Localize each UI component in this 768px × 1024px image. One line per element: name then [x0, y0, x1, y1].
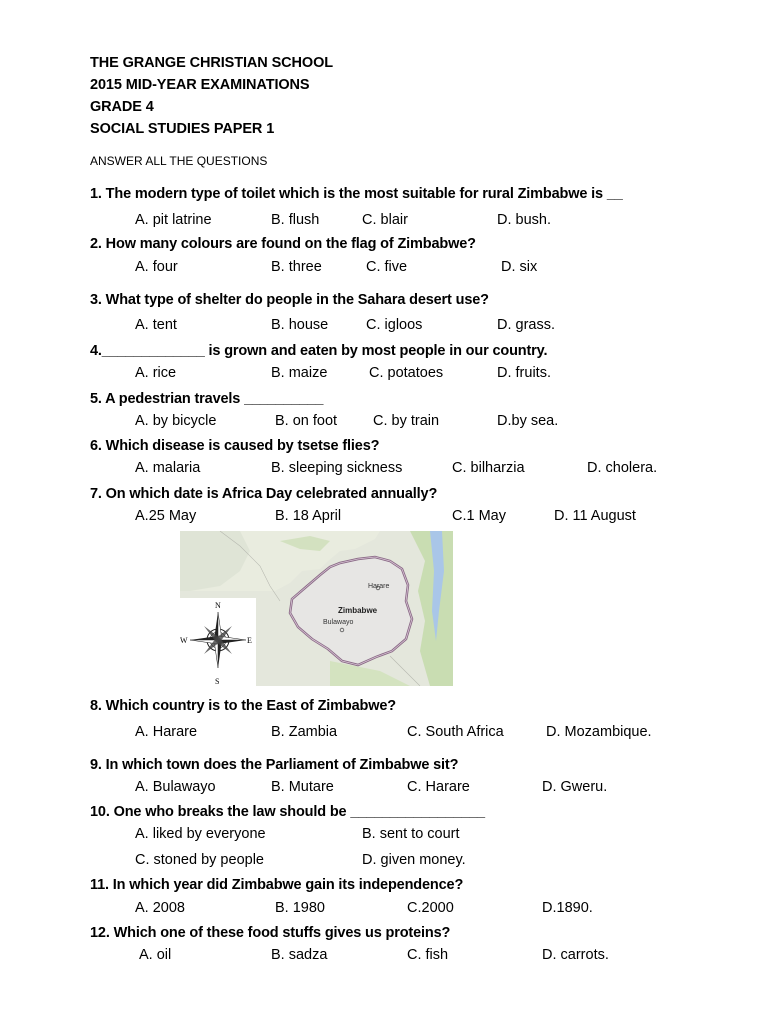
q1-option-d: D. bush.	[497, 212, 551, 228]
q8-option-c: C. South Africa	[407, 724, 504, 740]
q3-option-c: C. igloos	[366, 317, 423, 333]
q11-option-c: C.2000	[407, 900, 454, 916]
q4-option-d: D. fruits.	[497, 365, 551, 381]
q7-option-b: B. 18 April	[275, 508, 342, 524]
q6-option-a: A. malaria	[135, 460, 201, 476]
school-name: THE GRANGE CHRISTIAN SCHOOL	[90, 55, 334, 71]
question-1: 1. The modern type of toilet which is the most suitable for rural Zimbabwe is __	[90, 186, 623, 202]
q12-option-d: D. carrots.	[542, 947, 609, 963]
q10-option-d: D. given money.	[362, 852, 466, 868]
question-8: 8. Which country is to the East of Zimbabwe?	[90, 698, 396, 714]
question-6: 6. Which disease is caused by tsetse flies?	[90, 438, 380, 454]
compass-s: S	[215, 677, 220, 686]
question-10: 10. One who breaks the law should be _________________	[90, 804, 485, 820]
q10-option-b: B. sent to court	[362, 826, 460, 842]
question-3: 3. What type of shelter do people in the Sahara desert use?	[90, 292, 489, 308]
instruction: ANSWER ALL THE QUESTIONS	[90, 154, 268, 168]
question-7: 7. On which date is Africa Day celebrated annually?	[90, 486, 438, 502]
q1-option-a: A. pit latrine	[135, 212, 212, 228]
q9-option-a: A. Bulawayo	[135, 779, 216, 795]
question-9: 9. In which town does the Parliament of Zimbabwe sit?	[90, 757, 459, 773]
q4-option-c: C. potatoes	[369, 365, 444, 381]
map-label-bulawayo: Bulawayo	[323, 619, 354, 626]
q9-option-d: D. Gweru.	[542, 779, 608, 795]
q9-option-b: B. Mutare	[271, 779, 334, 795]
q7-option-d: D. 11 August	[554, 508, 636, 524]
q8-option-b: B. Zambia	[271, 724, 338, 740]
q4-option-a: A. rice	[135, 365, 177, 381]
compass-w: W	[180, 636, 188, 645]
q5-option-a: A. by bicycle	[135, 413, 217, 429]
question-4: 4._____________ is grown and eaten by most people in our country.	[90, 343, 548, 359]
q6-option-b: B. sleeping sickness	[271, 460, 403, 476]
q2-option-b: B. three	[271, 259, 322, 275]
question-12: 12. Which one of these food stuffs gives us proteins?	[90, 925, 451, 941]
map-label-zimbabwe: Zimbabwe	[338, 606, 378, 615]
q11-option-d: D.1890.	[542, 900, 593, 916]
map-label-harare: Harare	[368, 583, 390, 590]
q11-option-a: A. 2008	[135, 900, 185, 916]
q3-option-b: B. house	[271, 317, 329, 333]
q12-option-a: A. oil	[139, 947, 172, 963]
question-11: 11. In which year did Zimbabwe gain its independence?	[90, 877, 464, 893]
q2-option-c: C. five	[366, 259, 408, 275]
compass-e: E	[247, 636, 252, 645]
q2-option-a: A. four	[135, 259, 178, 275]
exam-title: 2015 MID-YEAR EXAMINATIONS	[90, 77, 310, 93]
q2-option-d: D. six	[501, 259, 538, 275]
q1-option-b: B. flush	[271, 212, 320, 228]
q12-option-b: B. sadza	[271, 947, 328, 963]
q6-option-d: D. cholera.	[587, 460, 658, 476]
question-5: 5. A pedestrian travels __________	[90, 391, 324, 407]
q11-option-b: B. 1980	[275, 900, 325, 916]
q7-option-a: A.25 May	[135, 508, 197, 524]
q12-option-c: C. fish	[407, 947, 449, 963]
q5-option-d: D.by sea.	[497, 413, 559, 429]
paper-title: SOCIAL STUDIES PAPER 1	[90, 121, 275, 137]
grade-label: GRADE 4	[90, 99, 154, 115]
q3-option-a: A. tent	[135, 317, 177, 333]
q5-option-c: C. by train	[373, 413, 440, 429]
compass-rose-icon	[180, 598, 256, 688]
q4-option-b: B. maize	[271, 365, 328, 381]
q9-option-c: C. Harare	[407, 779, 470, 795]
question-2: 2. How many colours are found on the flag of Zimbabwe?	[90, 236, 476, 252]
q3-option-d: D. grass.	[497, 317, 556, 333]
q5-option-b: B. on foot	[275, 413, 338, 429]
q10-option-a: A. liked by everyone	[135, 826, 266, 842]
q1-option-c: C. blair	[362, 212, 408, 228]
q7-option-c: C.1 May	[452, 508, 506, 524]
q6-option-c: C. bilharzia	[452, 460, 525, 476]
q8-option-a: A. Harare	[135, 724, 198, 740]
q8-option-d: D. Mozambique.	[546, 724, 652, 740]
q10-option-c: C. stoned by people	[135, 852, 264, 868]
compass-n: N	[215, 601, 221, 610]
